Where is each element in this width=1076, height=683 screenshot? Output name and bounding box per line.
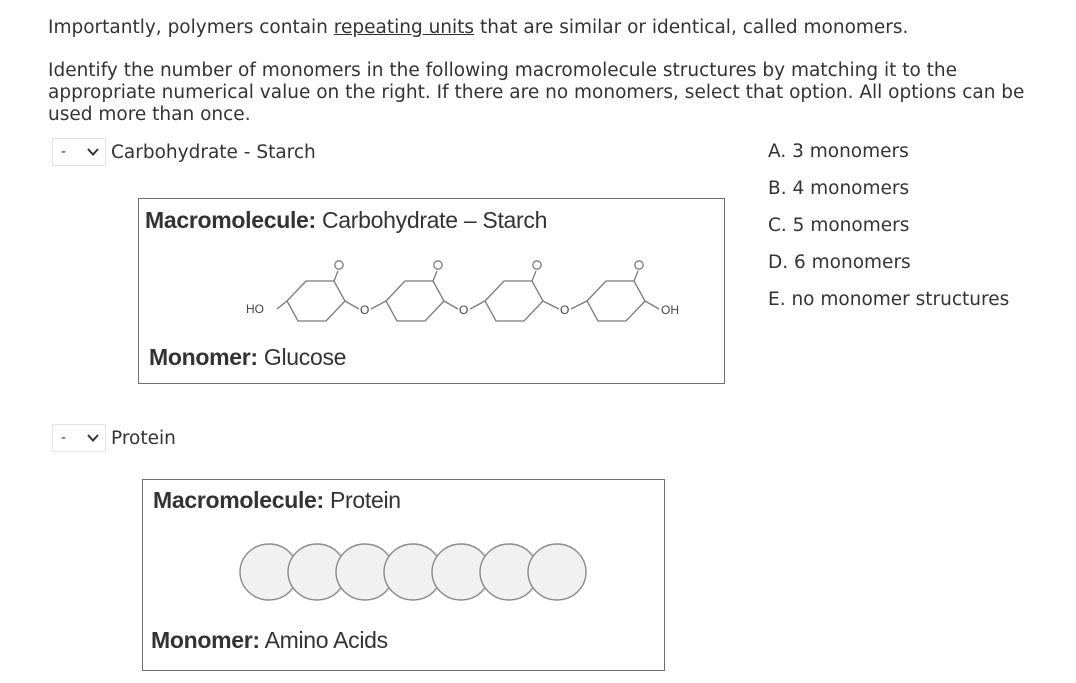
atom-label-o: O bbox=[360, 303, 370, 317]
question-starch bbox=[52, 137, 316, 167]
macro-key: Macromolecule: bbox=[153, 487, 324, 513]
intro-before: Importantly, polymers contain bbox=[48, 17, 334, 38]
answer-select-protein[interactable] bbox=[52, 424, 106, 452]
option-d: D. 6 monomers bbox=[768, 252, 911, 273]
question-protein bbox=[52, 423, 176, 453]
figure-protein bbox=[142, 479, 665, 671]
intro-after: that are similar or identical, called monomers. bbox=[474, 17, 909, 38]
intro-text bbox=[48, 17, 908, 38]
figure-monomer-title bbox=[151, 627, 388, 654]
option-a: A. 3 monomers bbox=[768, 141, 909, 162]
macro-value: Protein bbox=[323, 487, 401, 513]
macro-value: Carbohydrate – Starch bbox=[315, 207, 548, 233]
monomer-key: Monomer: bbox=[149, 344, 258, 370]
option-e: E. no monomer structures bbox=[768, 289, 1010, 310]
atom-label-oh: OH bbox=[661, 303, 679, 317]
option-b: B. 4 monomers bbox=[768, 178, 910, 199]
select-value: - bbox=[61, 144, 67, 160]
chevron-down-icon bbox=[86, 147, 100, 157]
monomer-value: Amino Acids bbox=[259, 627, 388, 653]
question-label-protein: Protein bbox=[111, 427, 176, 449]
figure-macro-title bbox=[153, 487, 401, 514]
select-value: - bbox=[61, 430, 67, 446]
protein-chain-diagram bbox=[143, 538, 663, 608]
answer-select-starch[interactable] bbox=[52, 138, 106, 166]
atom-label-ho: HO bbox=[246, 302, 264, 316]
figure-monomer-title bbox=[149, 344, 346, 371]
monomer-key: Monomer: bbox=[151, 627, 260, 653]
chevron-down-icon bbox=[86, 433, 100, 443]
figure-starch bbox=[138, 198, 725, 384]
starch-structure-diagram bbox=[139, 247, 723, 327]
answer-options-list bbox=[768, 140, 1009, 325]
instructions-text: Identify the number of monomers in the following macromolecule structures by matching it to the appropriate numerical value on the right. If there are no monomers, select that option. All options can be used more than once. bbox=[48, 60, 1025, 125]
option-c: C. 5 monomers bbox=[768, 215, 910, 236]
figure-macro-title bbox=[145, 207, 547, 234]
repeating-units-link[interactable]: repeating units bbox=[333, 17, 475, 38]
question-label-starch: Carbohydrate - Starch bbox=[111, 141, 316, 163]
atom-label-o: O bbox=[459, 303, 469, 317]
macro-key: Macromolecule: bbox=[145, 207, 316, 233]
atom-label-o: O bbox=[560, 303, 570, 317]
monomer-value: Glucose bbox=[257, 344, 347, 370]
